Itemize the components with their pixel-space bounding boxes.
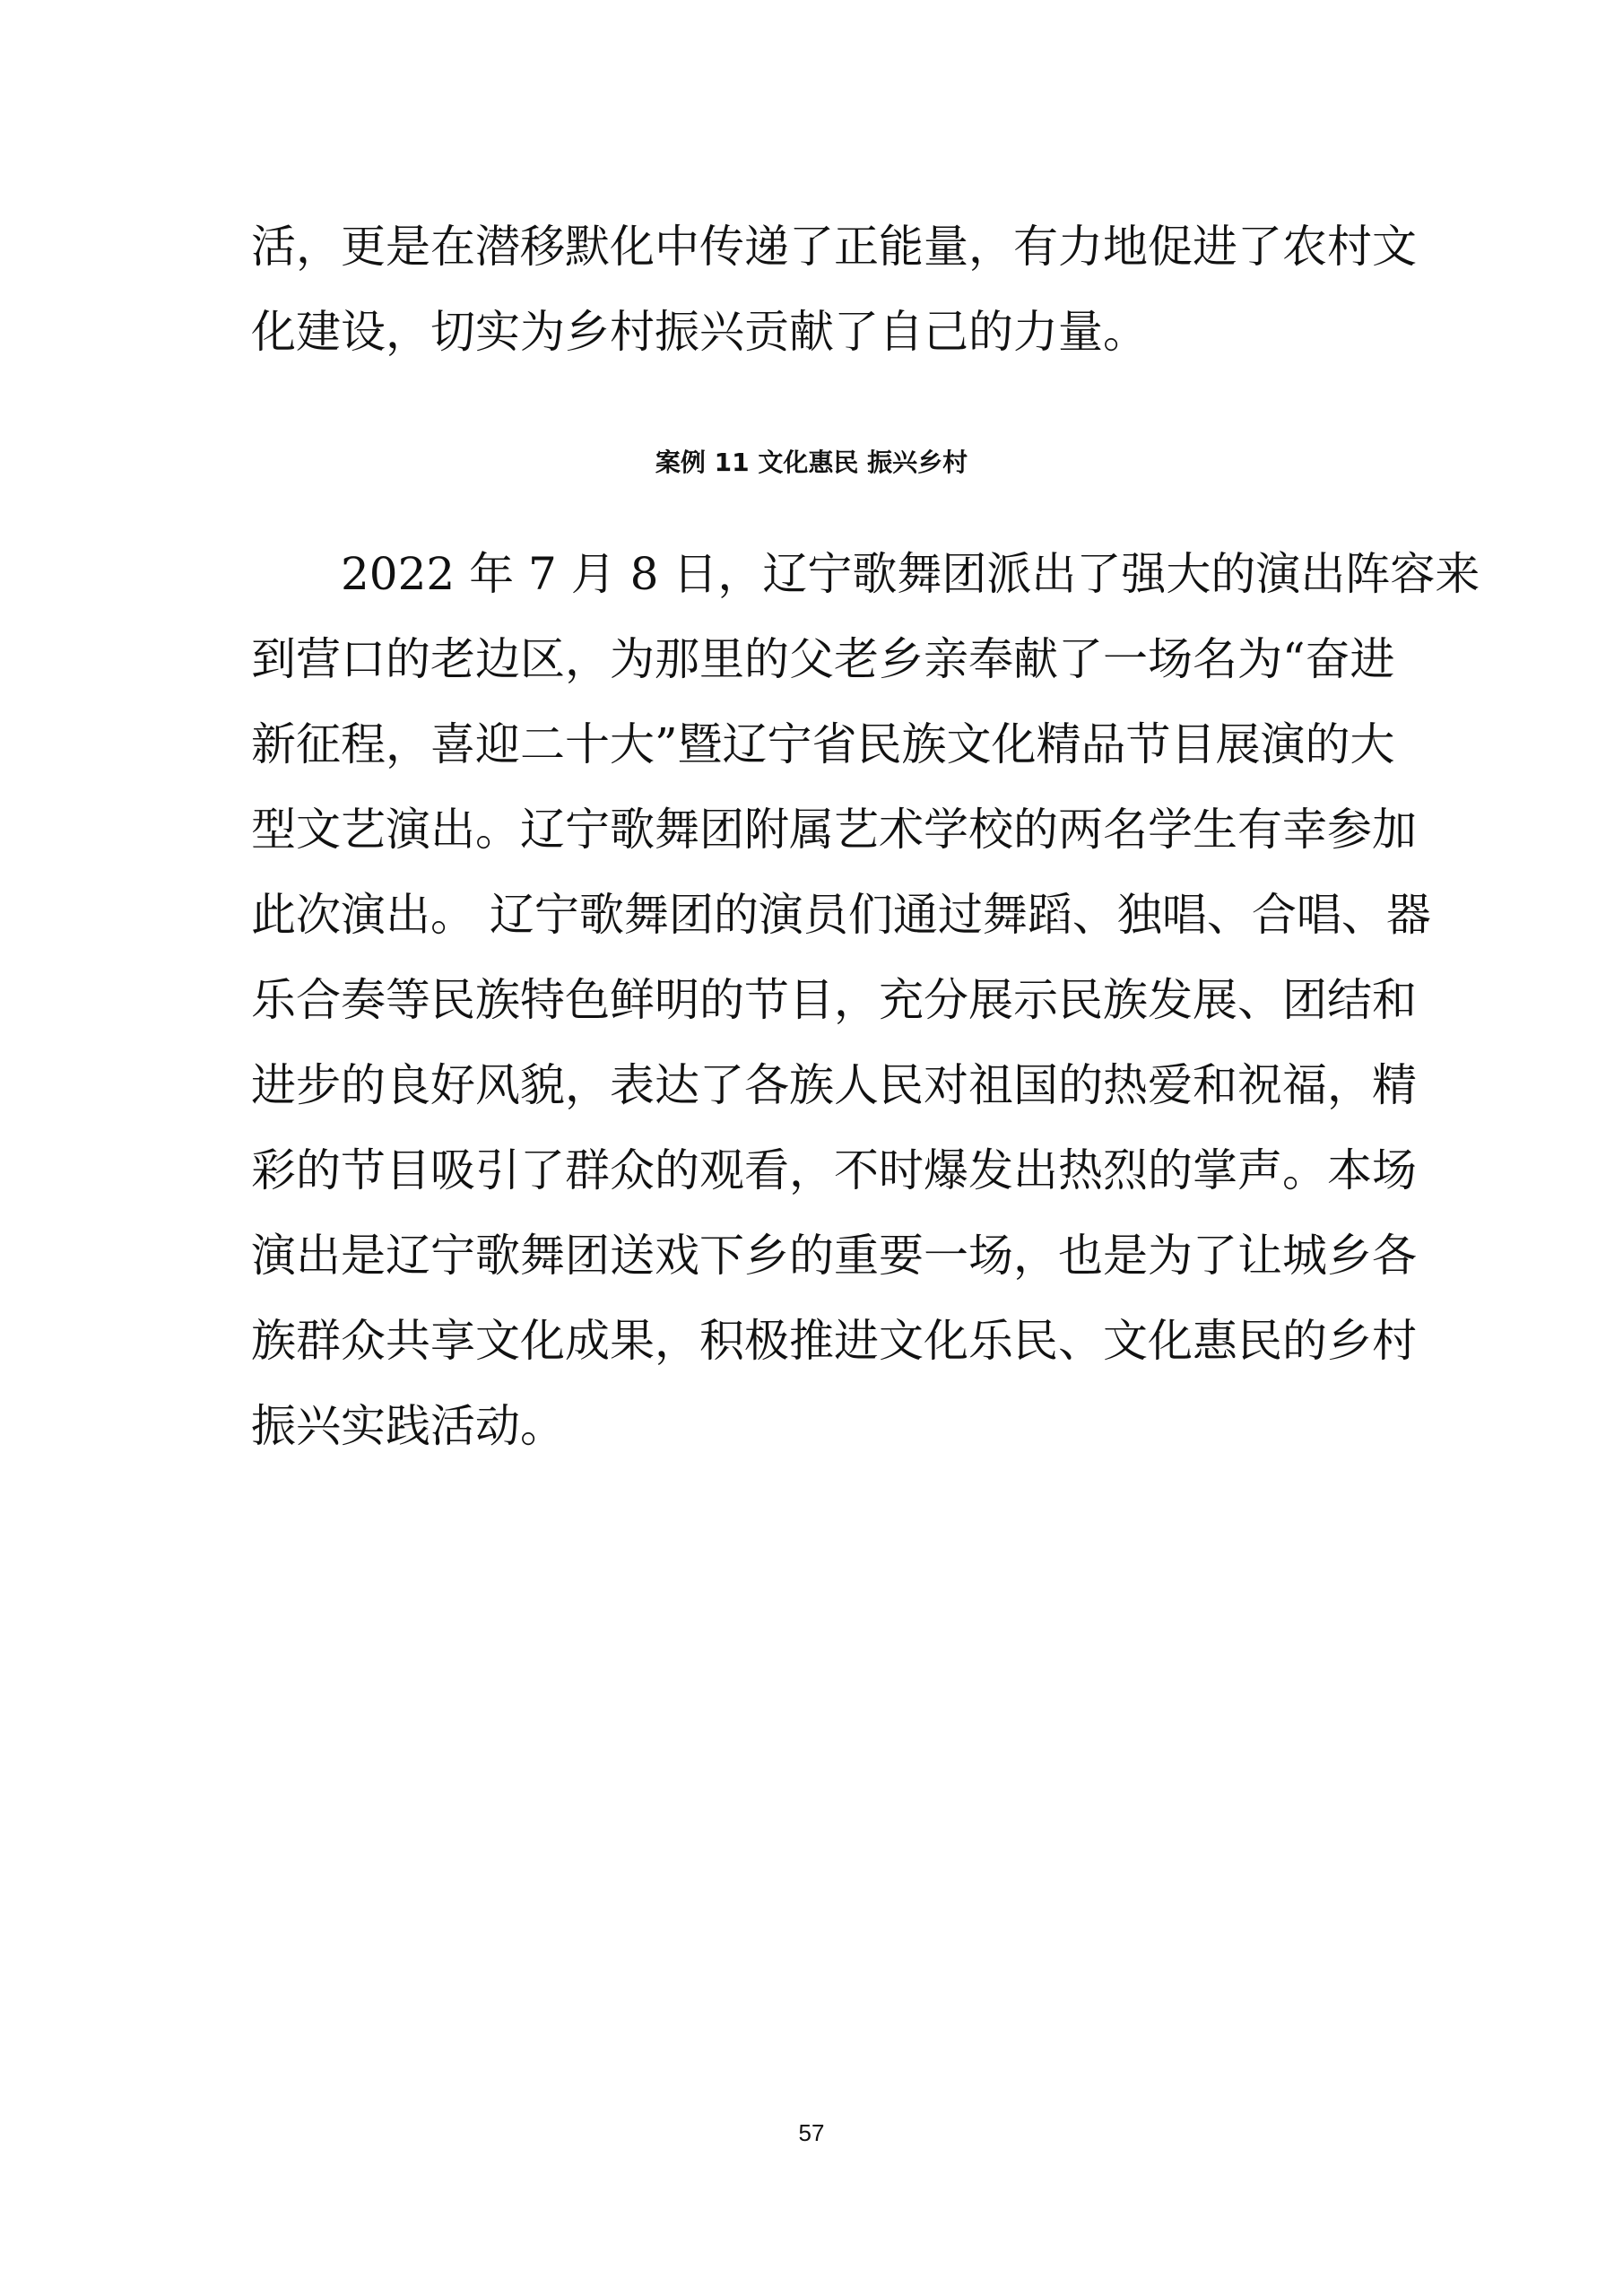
paragraph-line: 此次演出。 辽宁歌舞团的演员们通过舞蹈、独唱、合唱、器: [251, 889, 1431, 941]
paragraph-line: 到营口的老边区，为那里的父老乡亲奉献了一场名为“奋进: [251, 633, 1395, 685]
paragraph-line: 化建设，切实为乡村振兴贡献了自己的力量。: [251, 306, 1148, 358]
case-paragraph: [251, 532, 1480, 1469]
paragraph-line: 振兴实践活动。: [251, 1400, 565, 1452]
paragraph-line: 活，更是在潜移默化中传递了正能量，有力地促进了农村文: [251, 221, 1417, 273]
paragraph-line: 乐合奏等民族特色鲜明的节目，充分展示民族发展、团结和: [251, 974, 1417, 1026]
paragraph-line: 彩的节目吸引了群众的观看，不时爆发出热烈的掌声。本场: [251, 1144, 1417, 1196]
paragraph-line: 进步的良好风貌，表达了各族人民对祖国的热爱和祝福，精: [251, 1059, 1417, 1111]
section-heading: 案例 11 文化惠民 振兴乡村: [655, 448, 968, 477]
paragraph-continued: [251, 204, 1417, 375]
paragraph-line: 2022 年 7 月 8 日，辽宁歌舞团派出了强大的演出阵容来: [341, 548, 1480, 600]
paragraph-line: 演出是辽宁歌舞团送戏下乡的重要一场，也是为了让城乡各: [251, 1230, 1417, 1282]
paragraph-line: 新征程，喜迎二十大”暨辽宁省民族文化精品节目展演的大: [251, 718, 1395, 770]
paragraph-line: 型文艺演出。辽宁歌舞团附属艺术学校的两名学生有幸参加: [251, 804, 1417, 856]
page-number: 57: [798, 2119, 825, 2146]
paragraph-line: 族群众共享文化成果，积极推进文化乐民、文化惠民的乡村: [251, 1315, 1417, 1367]
